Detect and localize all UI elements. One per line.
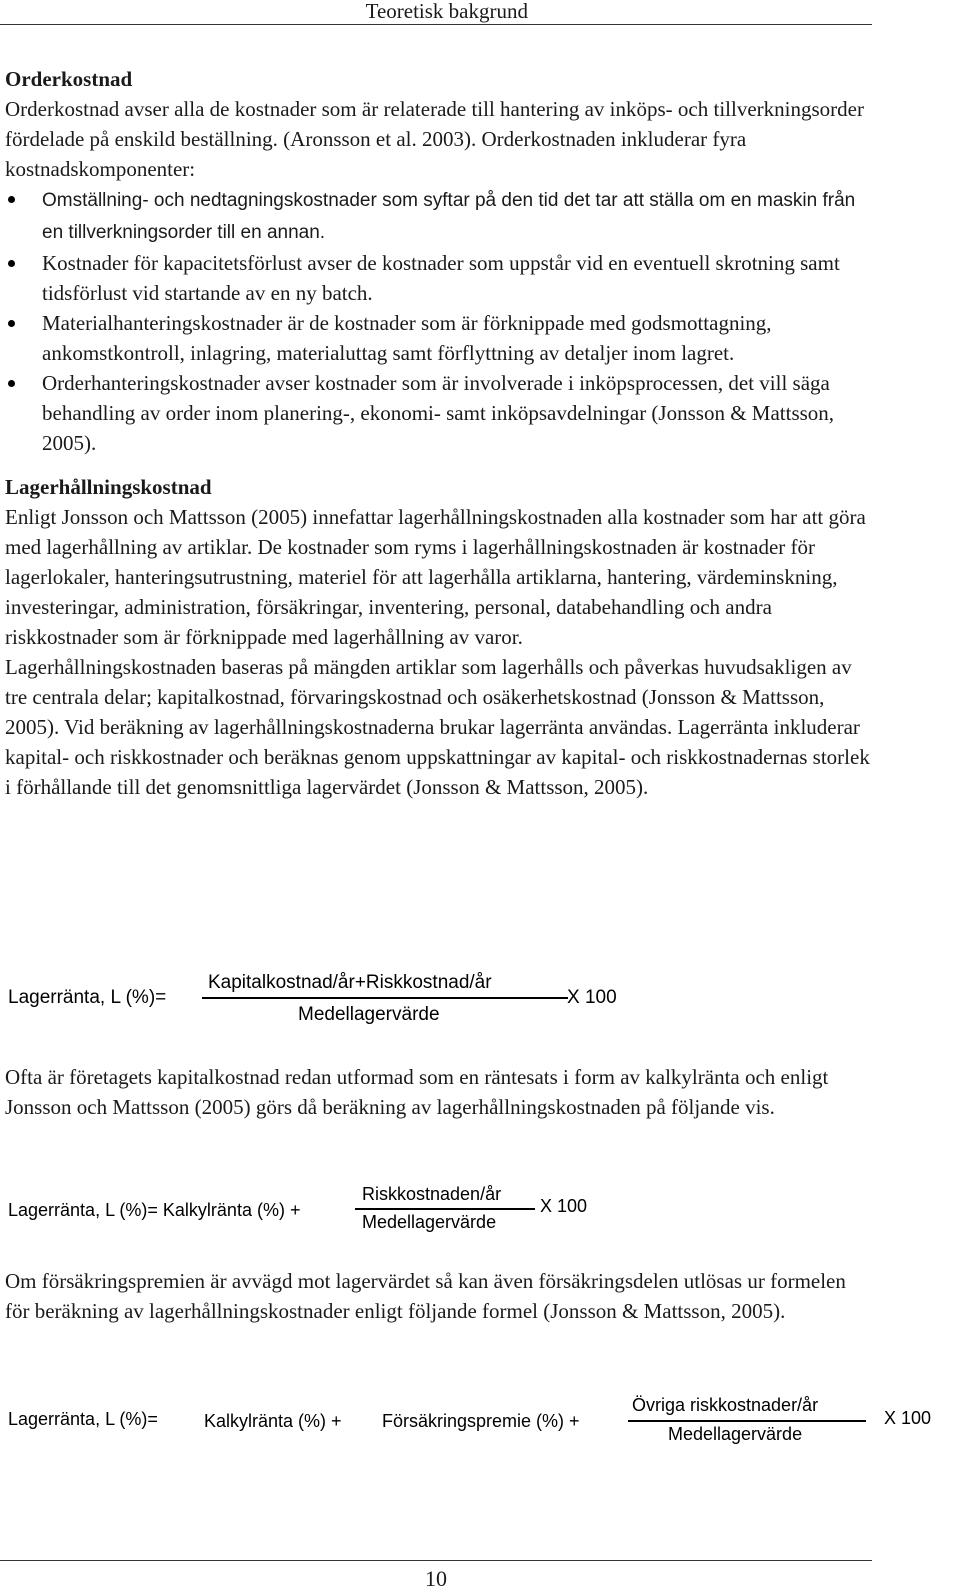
- formula-lagerranta-2: [0, 1180, 700, 1240]
- section-heading-orderkostnad: Orderkostnad: [5, 67, 133, 91]
- fraction-bar: [202, 997, 568, 999]
- formula-lhs: Lagerränta, L (%)=: [8, 1409, 158, 1429]
- list-item: Orderhanteringskostnader avser kostnader som är involverade i inköpsprocessen, det vill säga behandling av order inom planering-, ekonomi- samt inköpsavdelningar (Jonsson & Mattsson, 2005).: [5, 368, 873, 458]
- formula-denominator: Medellagervärde: [668, 1424, 803, 1444]
- formula-numerator: Kapitalkostnad/år+Riskkostnad/år: [208, 972, 492, 993]
- list-item: Materialhanteringskostnader är de kostnader som är förknippade med godsmottagning, ankomstkontroll, inlagring, materialuttag samt förflyttning av detaljer inom lagret.: [5, 308, 873, 368]
- section-heading-lagerhallningskostnad: Lagerhållningskostnad: [5, 475, 212, 499]
- formula-lhs: Lagerränta, L (%)=: [8, 987, 167, 1008]
- bullet-icon: [8, 196, 15, 203]
- formula-numerator: Riskkostnaden/år: [362, 1184, 502, 1204]
- bullet-icon: [8, 320, 15, 327]
- cost-components-list: [5, 184, 873, 458]
- paragraph: Lagerhållningskostnaden baseras på mängden artiklar som lagerhålls och påverkas huvudsakligen av tre centrala delar; kapitalkostnad, förvaringskostnad och osäkerhetskostnad (Jonsson & Mattsson, 2005). Vid beräkning av lagerhållningskostnaderna brukar lagerränta användas. Lagerränta inkluderar kapital- och riskkostnader och beräknas genom uppskattningar av kapital- och riskkostnadernas storlek i förhållande till det genomsnittliga lagervärdet (Jonsson & Mattsson, 2005).: [5, 655, 870, 799]
- formula-denominator: Medellagervärde: [362, 1212, 497, 1232]
- formula-lagerranta-3: [0, 1392, 956, 1454]
- paragraph: Ofta är företagets kapitalkostnad redan utformad som en räntesats i form av kalkylränta och enligt Jonsson och Mattsson (2005) görs då beräkning av lagerhållningskostnaden på följande vis.: [5, 1065, 829, 1119]
- section-intro-paragraph: Orderkostnad avser alla de kostnader som är relaterade till hantering av inköps- och tillverkningsorder fördelade på enskild beställning. (Aronsson et al. 2003). Orderkostnaden inkluderar fyra kostnadskomponenter:: [5, 97, 864, 181]
- formula-numerator: Övriga riskkostnader/år: [632, 1395, 819, 1415]
- formula-multiplier: X 100: [567, 987, 617, 1008]
- running-header: Teoretisk bakgrund: [365, 0, 528, 23]
- footer-divider: [0, 1560, 872, 1561]
- formula-term-forsakringspremie: Försäkringspremie (%) +: [382, 1411, 580, 1431]
- document-body: [5, 64, 873, 802]
- bullet-icon: [8, 380, 15, 387]
- formula-lhs: Lagerränta, L (%)= Kalkylränta (%) +: [8, 1200, 301, 1220]
- formula-multiplier: X 100: [540, 1196, 588, 1216]
- list-item: Omställning- och nedtagningskostnader som syftar på den tid det tar att ställa om en maskin från en tillverkningsorder till en annan.: [5, 184, 873, 248]
- bullet-icon: [8, 260, 15, 267]
- fraction-bar: [355, 1208, 535, 1210]
- paragraph: Enligt Jonsson och Mattsson (2005) innefattar lagerhållningskostnaden alla kostnader som har att göra med lagerhållning av artiklar. De kostnader som ryms i lagerhållningskostnaden är kostnader för lagerlokaler, hanteringsutrustning, materiel för att lagerhålla artiklarna, hantering, värdeminskning, investeringar, administration, försäkringar, inventering, personal, databehandling och andra riskkostnader som är förknippade med lagerhållning av varor.: [5, 505, 866, 649]
- page-number: 10: [425, 1566, 447, 1591]
- formula-denominator: Medellagervärde: [298, 1004, 440, 1025]
- fraction-bar: [628, 1420, 866, 1422]
- formula-lagerranta-1: [0, 968, 700, 1038]
- formula-term-kalkylranta: Kalkylränta (%) +: [204, 1411, 342, 1431]
- paragraph: Om försäkringspremien är avvägd mot lagervärdet så kan även försäkringsdelen utlösas ur formelen för beräkning av lagerhållningskostnader enligt följande formel (Jonsson & Mattsson, 2005).: [5, 1269, 846, 1323]
- header-divider: [0, 24, 872, 25]
- list-item: Kostnader för kapacitetsförlust avser de kostnader som uppstår vid en eventuell skrotning samt tidsförlust vid startande av en ny batch.: [5, 248, 873, 308]
- formula-multiplier: X 100: [884, 1408, 932, 1428]
